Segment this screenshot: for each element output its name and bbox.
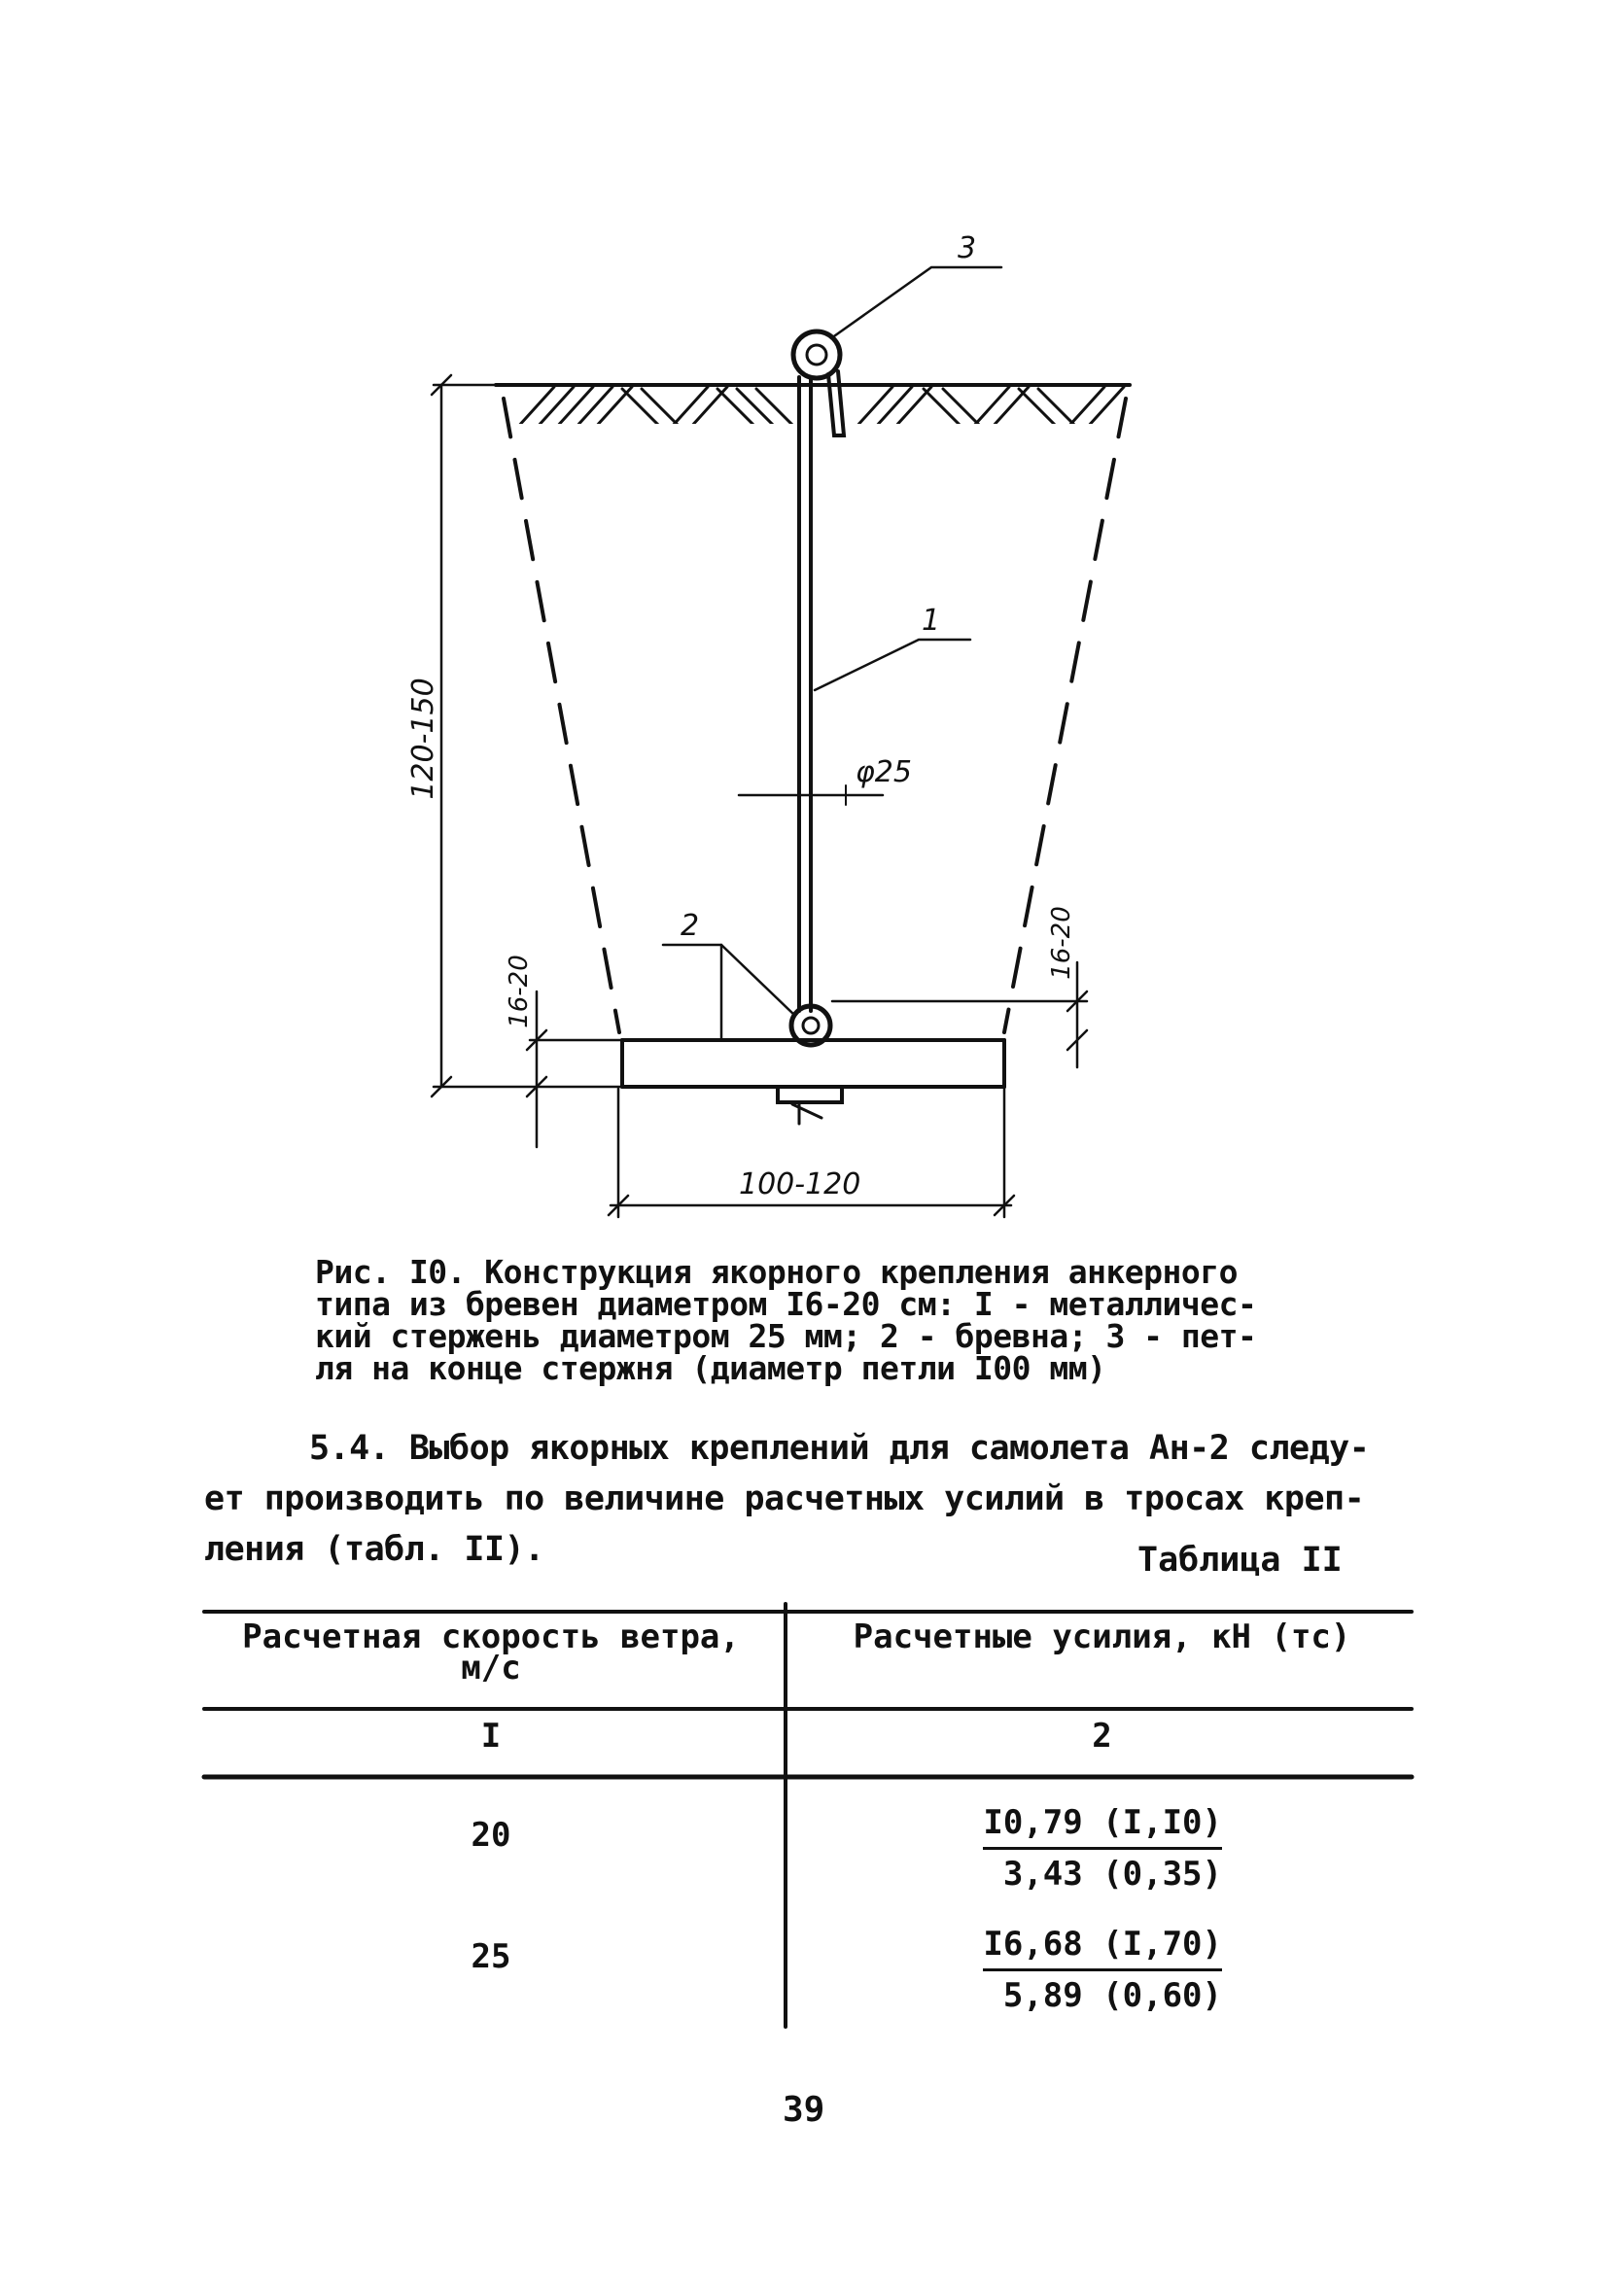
table-row-force — [792, 1798, 1222, 1898]
page-number: 39 — [783, 2090, 825, 2130]
caption-line: Рис. I0. Конструкция якорного крепления анкерного — [315, 1253, 1239, 1291]
table-caption: Таблица II — [1137, 1541, 1343, 1580]
label-depth: 120-150 — [406, 678, 440, 800]
label-rod: 1 — [922, 604, 941, 638]
table-row-force — [792, 1920, 1222, 2020]
caption-line: ля на конце стержня (диаметр петли I00 мм) — [315, 1349, 1106, 1387]
header-design-force: Расчетные усилия, кН (тс) — [853, 1618, 1351, 1656]
caption-line: типа из бревен диаметром I6-20 см: I - металличес- — [315, 1285, 1257, 1323]
label-width: 100-120 — [739, 1167, 861, 1201]
paragraph-line: 5.4. Выбор якорных креплений для самолета Ан-2 следу- — [309, 1429, 1370, 1468]
table-row-speed: 25 — [471, 1937, 511, 1976]
force-value-top: I6,68 (I,70) — [983, 1920, 1222, 1971]
force-value-top: I0,79 (I,I0) — [983, 1798, 1222, 1850]
table-row-speed: 20 — [471, 1816, 511, 1855]
column-number-1: I — [480, 1717, 502, 1756]
label-log-left: 16-20 — [505, 955, 534, 1028]
caption-line: кий стержень диаметром 25 мм; 2 - бревна; 3 - пет- — [315, 1317, 1257, 1355]
paragraph-line: ет производить по величине расчетных усилий в тросах креп- — [204, 1479, 1365, 1518]
header-wind-speed-line1: Расчетная скорость ветра, — [242, 1618, 740, 1656]
force-value-bottom: 3,43 (0,35) — [1002, 1855, 1222, 1894]
header-wind-speed — [204, 1618, 778, 1687]
label-log-right: 16-20 — [1047, 906, 1076, 980]
force-value-bottom: 5,89 (0,60) — [1002, 1976, 1222, 2015]
paragraph-line: ления (табл. II). — [204, 1530, 544, 1569]
label-logs: 2 — [681, 909, 700, 943]
column-number-2: 2 — [1092, 1717, 1112, 1756]
label-diameter: φ25 — [856, 755, 912, 789]
label-loop: 3 — [958, 231, 977, 265]
header-wind-speed-unit: м/с — [461, 1649, 521, 1687]
